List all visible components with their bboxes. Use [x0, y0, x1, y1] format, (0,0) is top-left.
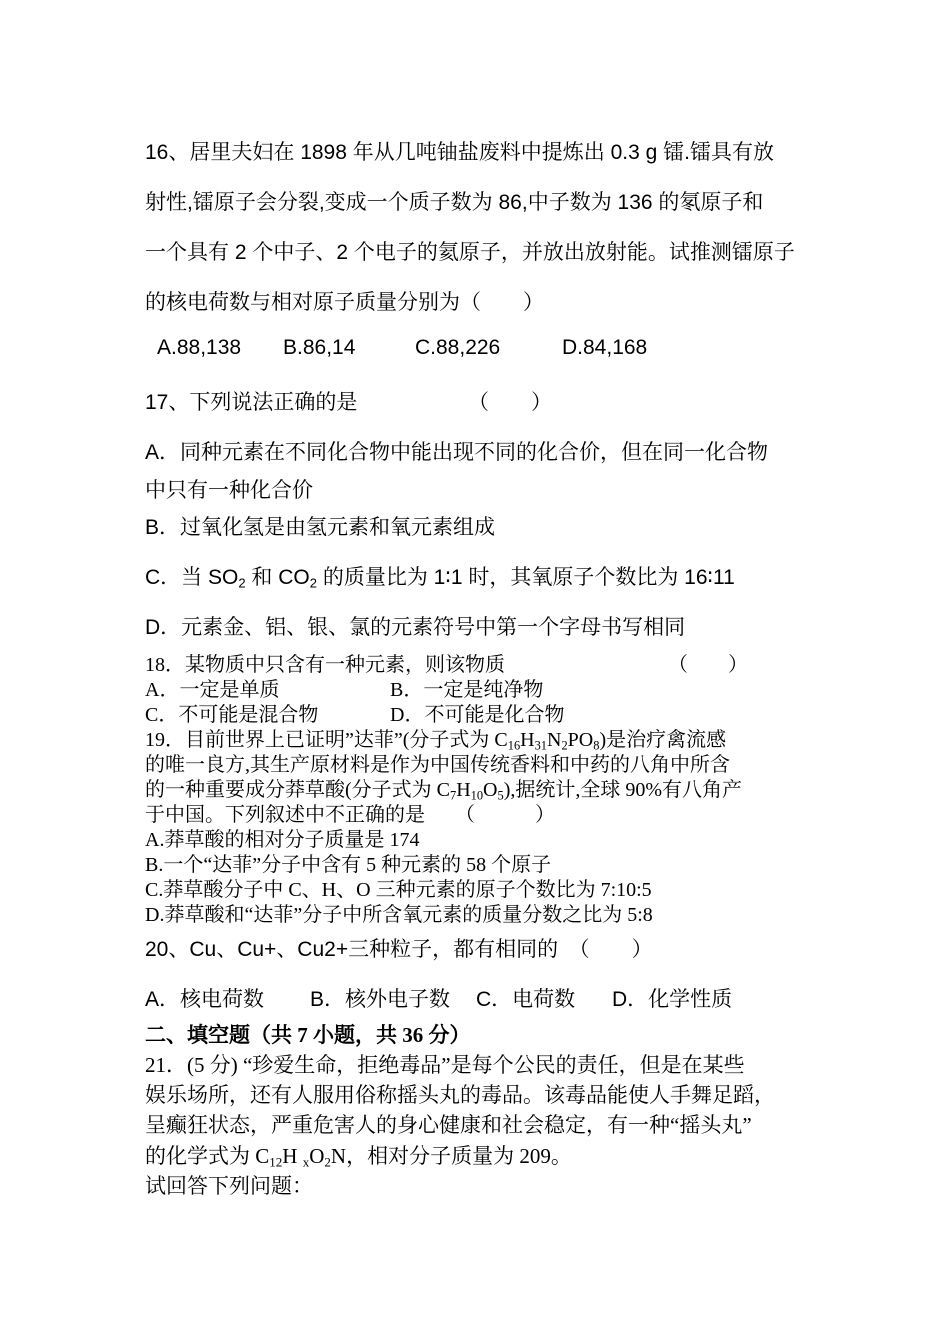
q16-line-4: 的核电荷数与相对原子质量分别为（ ） — [145, 291, 544, 314]
q18-option-a: A．一定是单质 — [145, 679, 280, 701]
q16-option-c: C.88,226 — [415, 336, 501, 359]
q17-option-c: C．当 $SO_2$ 和 $CO_2$ 的质量比为 1∶1 时，其氧原子个数比为 16∶11 — [145, 566, 735, 591]
section-heading: 二、填空题（共 7 小题，共 36 分） — [145, 1023, 471, 1047]
q18-option-c: C．不可能是混合物 — [145, 704, 319, 726]
q21-line-5: 试回答下列问题： — [145, 1174, 313, 1198]
q17-option-d: D．元素金、铝、银、氯的元素符号中第一个字母书写相同 — [145, 616, 686, 639]
q16-option-d: D.84,168 — [562, 336, 648, 359]
q18-stem: 18．某物质中只含有一种元素，则该物质 — [145, 654, 505, 676]
q17-option-a-line-1: A．同种元素在不同化合物中能出现不同的化合价，但在同一化合物 — [145, 441, 769, 464]
q19-option-d: D.莽草酸和“达菲”分子中所含氧元素的质量分数之比为 5:8 — [145, 904, 653, 926]
q21-line-1: 21．(5 分) “珍爱生命，拒绝毒品”是每个公民的责任，但是在某些 — [145, 1053, 745, 1077]
q19-option-b: B.一个“达菲”分子中含有 5 种元素的 58 个原子 — [145, 854, 552, 876]
q18-option-d: D．不可能是化合物 — [390, 704, 565, 726]
q17-option-b: B．过氧化氢是由氢元素和氧元素组成 — [145, 516, 496, 539]
q16-option-a: A.88,138 — [157, 336, 242, 359]
q18-answer-paren: （ ） — [668, 654, 748, 676]
q18-option-b: B．一定是纯净物 — [390, 679, 544, 701]
q19-line-2: 的唯一良方,其生产原材料是作为中国传统香料和中药的八角中所含 — [145, 754, 730, 776]
q17-stem: 17、下列说法正确的是 — [145, 391, 358, 414]
q19-line-3: 的一种重要成分莽草酸(分子式为 $C_7H_{10}O_5$),据统计,全球 90%有八角产 — [145, 779, 743, 803]
q19-line-4: 于中国。下列叙述中不正确的是 （ ） — [145, 804, 555, 826]
q19-option-a: A.莽草酸的相对分子质量是 174 — [145, 829, 420, 851]
q16-line-1: 16、居里夫妇在 1898 年从几吨铀盐废料中提炼出 0.3 g 镭.镭具有放 — [145, 141, 774, 164]
q21-line-4: 的化学式为 $C_{12}H$ $_xO_2N$，相对分子质量为 209。 — [145, 1144, 572, 1170]
q20-option-c: C．电荷数 — [476, 988, 576, 1011]
q20-option-a: A．核电荷数 — [145, 988, 265, 1011]
q21-line-2: 娱乐场所，还有人服用俗称摇头丸的毒品。该毒品能使人手舞足蹈， — [145, 1083, 775, 1107]
q17-answer-paren: （ ） — [468, 391, 552, 414]
q20-stem: 20、Cu、Cu+、Cu2+三种粒子，都有相同的 （ ） — [145, 938, 653, 961]
q20-option-d: D．化学性质 — [612, 988, 733, 1011]
q16-option-b: B.86,14 — [283, 336, 356, 359]
q16-line-2: 射性,镭原子会分裂,变成一个质子数为 86,中子数为 136 的氡原子和 — [145, 191, 764, 214]
q16-line-3: 一个具有 2 个中子、2 个电子的氦原子，并放出放射能。试推测镭原子 — [145, 241, 795, 264]
q20-option-b: B．核外电子数 — [310, 988, 451, 1011]
q19-line-1: 19．目前世界上已证明”达菲”(分子式为 $C_{16}H_{31}N_2PO_8$)是治疗禽流感 — [145, 729, 727, 753]
q17-option-a-line-2: 中只有一种化合价 — [145, 479, 313, 502]
q21-line-3: 呈癫狂状态，严重危害人的身心健康和社会稳定，有一种“摇头丸” — [145, 1113, 752, 1137]
q19-option-c: C.莽草酸分子中 C、H、O 三种元素的原子个数比为 7:10:5 — [145, 879, 652, 901]
